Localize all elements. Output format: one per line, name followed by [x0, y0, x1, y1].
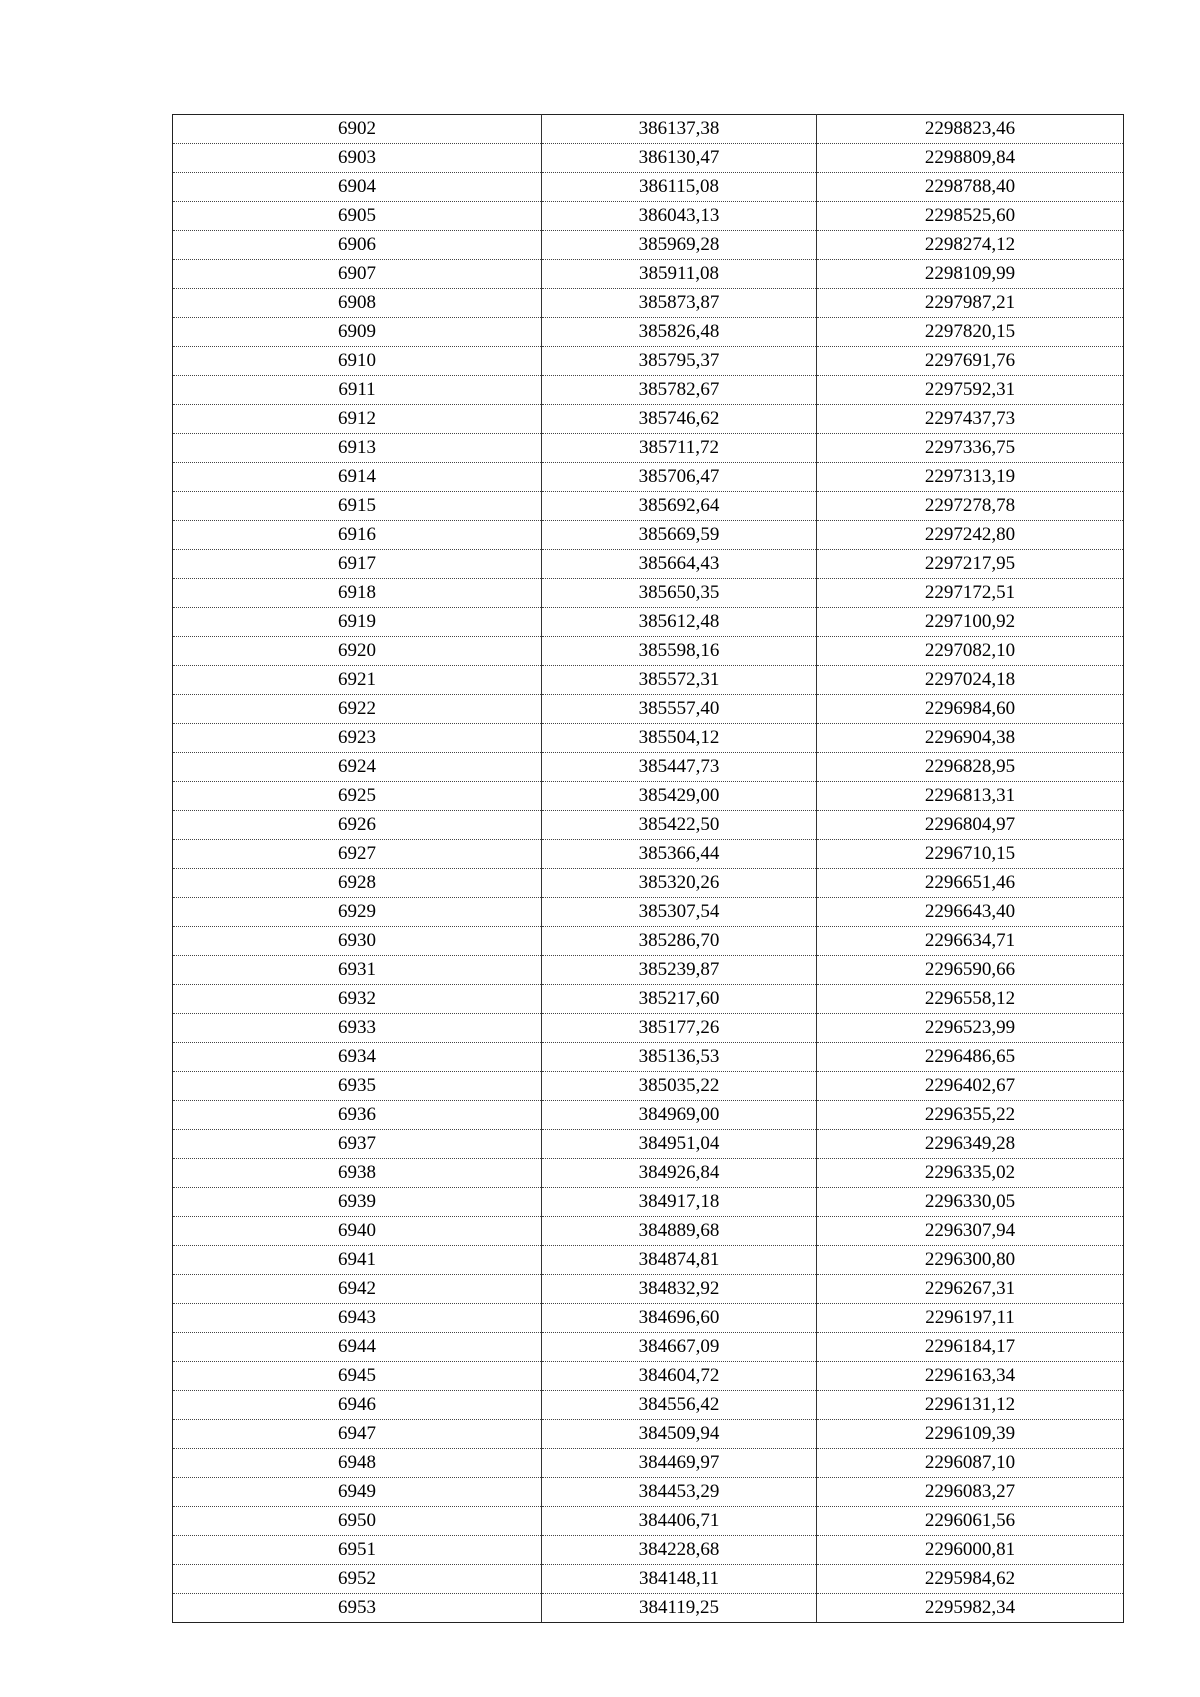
- y-coordinate-cell: 2296163,34: [817, 1362, 1124, 1391]
- x-coordinate-cell: 384889,68: [542, 1217, 817, 1246]
- point-number-cell: 6932: [173, 985, 542, 1014]
- table-row: [173, 898, 1124, 927]
- point-number-cell: 6926: [173, 811, 542, 840]
- y-coordinate-cell: 2295984,62: [817, 1565, 1124, 1594]
- y-coordinate-cell: 2296904,38: [817, 724, 1124, 753]
- y-coordinate-cell: 2297313,19: [817, 463, 1124, 492]
- point-number-cell: 6936: [173, 1101, 542, 1130]
- x-coordinate-cell: 384604,72: [542, 1362, 817, 1391]
- x-coordinate-cell: 384917,18: [542, 1188, 817, 1217]
- x-coordinate-cell: 385217,60: [542, 985, 817, 1014]
- y-coordinate-cell: 2298274,12: [817, 231, 1124, 260]
- y-coordinate-cell: 2297592,31: [817, 376, 1124, 405]
- table-row: [173, 1043, 1124, 1072]
- point-number-cell: 6913: [173, 434, 542, 463]
- y-coordinate-cell: 2297437,73: [817, 405, 1124, 434]
- point-number-cell: 6911: [173, 376, 542, 405]
- table-row: [173, 579, 1124, 608]
- table-row: [173, 1536, 1124, 1565]
- y-coordinate-cell: 2296349,28: [817, 1130, 1124, 1159]
- x-coordinate-cell: 384874,81: [542, 1246, 817, 1275]
- y-coordinate-cell: 2296402,67: [817, 1072, 1124, 1101]
- y-coordinate-cell: 2296307,94: [817, 1217, 1124, 1246]
- table-row: [173, 115, 1124, 144]
- y-coordinate-cell: 2297242,80: [817, 521, 1124, 550]
- x-coordinate-cell: 384926,84: [542, 1159, 817, 1188]
- x-coordinate-cell: 385136,53: [542, 1043, 817, 1072]
- x-coordinate-cell: 385650,35: [542, 579, 817, 608]
- table-row: [173, 869, 1124, 898]
- y-coordinate-cell: 2297172,51: [817, 579, 1124, 608]
- x-coordinate-cell: 385320,26: [542, 869, 817, 898]
- table-row: [173, 637, 1124, 666]
- point-number-cell: 6921: [173, 666, 542, 695]
- x-coordinate-cell: 385873,87: [542, 289, 817, 318]
- x-coordinate-cell: 385664,43: [542, 550, 817, 579]
- point-number-cell: 6930: [173, 927, 542, 956]
- table-row: [173, 985, 1124, 1014]
- x-coordinate-cell: 386115,08: [542, 173, 817, 202]
- point-number-cell: 6920: [173, 637, 542, 666]
- y-coordinate-cell: 2298809,84: [817, 144, 1124, 173]
- point-number-cell: 6918: [173, 579, 542, 608]
- point-number-cell: 6937: [173, 1130, 542, 1159]
- table-row: [173, 202, 1124, 231]
- x-coordinate-cell: 385706,47: [542, 463, 817, 492]
- table-row: [173, 1449, 1124, 1478]
- x-coordinate-cell: 385669,59: [542, 521, 817, 550]
- point-number-cell: 6902: [173, 115, 542, 144]
- y-coordinate-cell: 2297278,78: [817, 492, 1124, 521]
- y-coordinate-cell: 2296184,17: [817, 1333, 1124, 1362]
- point-number-cell: 6910: [173, 347, 542, 376]
- table-row: [173, 1478, 1124, 1507]
- point-number-cell: 6925: [173, 782, 542, 811]
- point-number-cell: 6912: [173, 405, 542, 434]
- y-coordinate-cell: 2296523,99: [817, 1014, 1124, 1043]
- point-number-cell: 6905: [173, 202, 542, 231]
- point-number-cell: 6917: [173, 550, 542, 579]
- x-coordinate-cell: 384556,42: [542, 1391, 817, 1420]
- x-coordinate-cell: 385911,08: [542, 260, 817, 289]
- y-coordinate-cell: 2296710,15: [817, 840, 1124, 869]
- table-row: [173, 1246, 1124, 1275]
- y-coordinate-cell: 2296087,10: [817, 1449, 1124, 1478]
- x-coordinate-cell: 385969,28: [542, 231, 817, 260]
- point-number-cell: 6943: [173, 1304, 542, 1333]
- x-coordinate-cell: 385572,31: [542, 666, 817, 695]
- point-number-cell: 6946: [173, 1391, 542, 1420]
- y-coordinate-cell: 2297217,95: [817, 550, 1124, 579]
- table-row: [173, 347, 1124, 376]
- y-coordinate-cell: 2296651,46: [817, 869, 1124, 898]
- point-number-cell: 6928: [173, 869, 542, 898]
- point-number-cell: 6919: [173, 608, 542, 637]
- point-number-cell: 6938: [173, 1159, 542, 1188]
- y-coordinate-cell: 2297024,18: [817, 666, 1124, 695]
- x-coordinate-cell: 384453,29: [542, 1478, 817, 1507]
- table-row: [173, 405, 1124, 434]
- y-coordinate-cell: 2296061,56: [817, 1507, 1124, 1536]
- y-coordinate-cell: 2298109,99: [817, 260, 1124, 289]
- y-coordinate-cell: 2296984,60: [817, 695, 1124, 724]
- y-coordinate-cell: 2296197,11: [817, 1304, 1124, 1333]
- y-coordinate-cell: 2296355,22: [817, 1101, 1124, 1130]
- point-number-cell: 6923: [173, 724, 542, 753]
- x-coordinate-cell: 384696,60: [542, 1304, 817, 1333]
- y-coordinate-cell: 2296634,71: [817, 927, 1124, 956]
- table-row: [173, 1391, 1124, 1420]
- y-coordinate-cell: 2296643,40: [817, 898, 1124, 927]
- table-row: [173, 840, 1124, 869]
- x-coordinate-cell: 385286,70: [542, 927, 817, 956]
- y-coordinate-cell: 2296000,81: [817, 1536, 1124, 1565]
- point-number-cell: 6945: [173, 1362, 542, 1391]
- point-number-cell: 6935: [173, 1072, 542, 1101]
- table-row: [173, 1507, 1124, 1536]
- y-coordinate-cell: 2296335,02: [817, 1159, 1124, 1188]
- x-coordinate-cell: 385692,64: [542, 492, 817, 521]
- x-coordinate-cell: 385035,22: [542, 1072, 817, 1101]
- x-coordinate-cell: 385422,50: [542, 811, 817, 840]
- y-coordinate-cell: 2298823,46: [817, 115, 1124, 144]
- table-row: [173, 434, 1124, 463]
- y-coordinate-cell: 2298788,40: [817, 173, 1124, 202]
- table-row: [173, 1159, 1124, 1188]
- point-number-cell: 6915: [173, 492, 542, 521]
- point-number-cell: 6927: [173, 840, 542, 869]
- point-number-cell: 6907: [173, 260, 542, 289]
- coordinate-table: [172, 114, 1124, 1623]
- table-row: [173, 1565, 1124, 1594]
- y-coordinate-cell: 2296804,97: [817, 811, 1124, 840]
- y-coordinate-cell: 2296590,66: [817, 956, 1124, 985]
- table-row: [173, 1101, 1124, 1130]
- table-row: [173, 1188, 1124, 1217]
- table-row: [173, 289, 1124, 318]
- point-number-cell: 6939: [173, 1188, 542, 1217]
- table-row: [173, 260, 1124, 289]
- x-coordinate-cell: 384228,68: [542, 1536, 817, 1565]
- point-number-cell: 6952: [173, 1565, 542, 1594]
- table-row: [173, 956, 1124, 985]
- y-coordinate-cell: 2296083,27: [817, 1478, 1124, 1507]
- x-coordinate-cell: 385504,12: [542, 724, 817, 753]
- table-row: [173, 376, 1124, 405]
- table-row: [173, 1072, 1124, 1101]
- x-coordinate-cell: 384667,09: [542, 1333, 817, 1362]
- coordinate-table-body: [173, 115, 1124, 1623]
- point-number-cell: 6934: [173, 1043, 542, 1072]
- table-row: [173, 1594, 1124, 1623]
- point-number-cell: 6931: [173, 956, 542, 985]
- x-coordinate-cell: 386043,13: [542, 202, 817, 231]
- table-row: [173, 1420, 1124, 1449]
- y-coordinate-cell: 2296109,39: [817, 1420, 1124, 1449]
- x-coordinate-cell: 385711,72: [542, 434, 817, 463]
- y-coordinate-cell: 2297691,76: [817, 347, 1124, 376]
- point-number-cell: 6908: [173, 289, 542, 318]
- y-coordinate-cell: 2296300,80: [817, 1246, 1124, 1275]
- x-coordinate-cell: 385429,00: [542, 782, 817, 811]
- y-coordinate-cell: 2296267,31: [817, 1275, 1124, 1304]
- point-number-cell: 6924: [173, 753, 542, 782]
- point-number-cell: 6904: [173, 173, 542, 202]
- x-coordinate-cell: 385177,26: [542, 1014, 817, 1043]
- y-coordinate-cell: 2296828,95: [817, 753, 1124, 782]
- x-coordinate-cell: 385307,54: [542, 898, 817, 927]
- point-number-cell: 6949: [173, 1478, 542, 1507]
- y-coordinate-cell: 2298525,60: [817, 202, 1124, 231]
- x-coordinate-cell: 384469,97: [542, 1449, 817, 1478]
- x-coordinate-cell: 385447,73: [542, 753, 817, 782]
- x-coordinate-cell: 384969,00: [542, 1101, 817, 1130]
- table-row: [173, 173, 1124, 202]
- x-coordinate-cell: 384509,94: [542, 1420, 817, 1449]
- table-row: [173, 1362, 1124, 1391]
- table-row: [173, 724, 1124, 753]
- point-number-cell: 6950: [173, 1507, 542, 1536]
- table-row: [173, 463, 1124, 492]
- table-row: [173, 318, 1124, 347]
- table-row: [173, 608, 1124, 637]
- x-coordinate-cell: 384406,71: [542, 1507, 817, 1536]
- point-number-cell: 6933: [173, 1014, 542, 1043]
- point-number-cell: 6906: [173, 231, 542, 260]
- y-coordinate-cell: 2296813,31: [817, 782, 1124, 811]
- table-row: [173, 521, 1124, 550]
- y-coordinate-cell: 2297336,75: [817, 434, 1124, 463]
- table-row: [173, 695, 1124, 724]
- x-coordinate-cell: 386130,47: [542, 144, 817, 173]
- y-coordinate-cell: 2296131,12: [817, 1391, 1124, 1420]
- table-row: [173, 1014, 1124, 1043]
- x-coordinate-cell: 385557,40: [542, 695, 817, 724]
- x-coordinate-cell: 385746,62: [542, 405, 817, 434]
- table-row: [173, 1275, 1124, 1304]
- y-coordinate-cell: 2297100,92: [817, 608, 1124, 637]
- point-number-cell: 6909: [173, 318, 542, 347]
- point-number-cell: 6929: [173, 898, 542, 927]
- y-coordinate-cell: 2296558,12: [817, 985, 1124, 1014]
- y-coordinate-cell: 2297820,15: [817, 318, 1124, 347]
- table-row: [173, 782, 1124, 811]
- point-number-cell: 6951: [173, 1536, 542, 1565]
- x-coordinate-cell: 384832,92: [542, 1275, 817, 1304]
- x-coordinate-cell: 385826,48: [542, 318, 817, 347]
- x-coordinate-cell: 386137,38: [542, 115, 817, 144]
- x-coordinate-cell: 384148,11: [542, 1565, 817, 1594]
- table-row: [173, 1130, 1124, 1159]
- table-row: [173, 927, 1124, 956]
- point-number-cell: 6953: [173, 1594, 542, 1623]
- table-row: [173, 811, 1124, 840]
- y-coordinate-cell: 2296330,05: [817, 1188, 1124, 1217]
- point-number-cell: 6903: [173, 144, 542, 173]
- y-coordinate-cell: 2296486,65: [817, 1043, 1124, 1072]
- table-row: [173, 492, 1124, 521]
- point-number-cell: 6922: [173, 695, 542, 724]
- x-coordinate-cell: 385782,67: [542, 376, 817, 405]
- x-coordinate-cell: 385366,44: [542, 840, 817, 869]
- x-coordinate-cell: 385795,37: [542, 347, 817, 376]
- table-row: [173, 1217, 1124, 1246]
- table-row: [173, 1304, 1124, 1333]
- point-number-cell: 6940: [173, 1217, 542, 1246]
- table-row: [173, 550, 1124, 579]
- point-number-cell: 6944: [173, 1333, 542, 1362]
- point-number-cell: 6941: [173, 1246, 542, 1275]
- table-row: [173, 666, 1124, 695]
- y-coordinate-cell: 2297082,10: [817, 637, 1124, 666]
- table-row: [173, 144, 1124, 173]
- y-coordinate-cell: 2295982,34: [817, 1594, 1124, 1623]
- y-coordinate-cell: 2297987,21: [817, 289, 1124, 318]
- point-number-cell: 6914: [173, 463, 542, 492]
- x-coordinate-cell: 385239,87: [542, 956, 817, 985]
- point-number-cell: 6942: [173, 1275, 542, 1304]
- table-row: [173, 753, 1124, 782]
- table-row: [173, 1333, 1124, 1362]
- point-number-cell: 6948: [173, 1449, 542, 1478]
- table-row: [173, 231, 1124, 260]
- x-coordinate-cell: 385598,16: [542, 637, 817, 666]
- point-number-cell: 6916: [173, 521, 542, 550]
- x-coordinate-cell: 384951,04: [542, 1130, 817, 1159]
- x-coordinate-cell: 385612,48: [542, 608, 817, 637]
- point-number-cell: 6947: [173, 1420, 542, 1449]
- x-coordinate-cell: 384119,25: [542, 1594, 817, 1623]
